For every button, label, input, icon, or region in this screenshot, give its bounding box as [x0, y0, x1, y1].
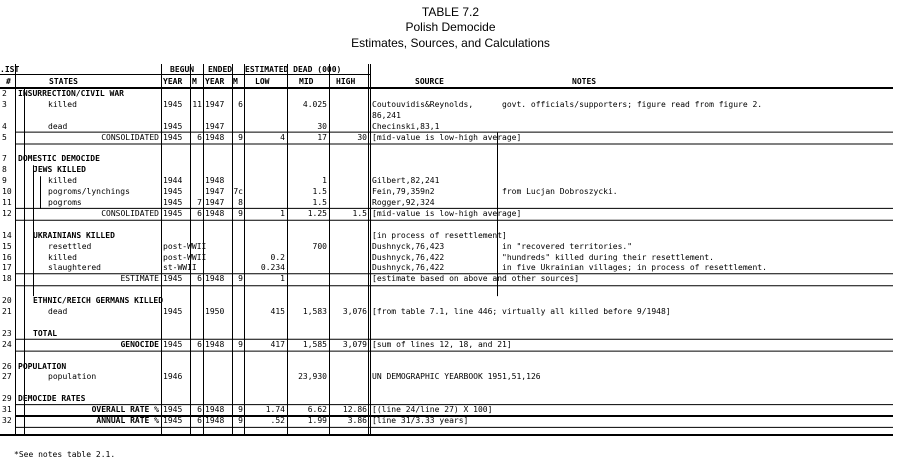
cell-states: DEMOCIDE RATES	[18, 394, 86, 404]
cell-bm: 7	[197, 198, 202, 207]
cell-bm: 6	[197, 339, 202, 349]
cell-src: 86,241	[372, 110, 401, 120]
cell-by: 1945	[163, 99, 183, 109]
cell-states: population	[48, 372, 97, 382]
header-source: SOURCE	[415, 77, 444, 86]
cell-n: 14	[2, 230, 12, 240]
cell-ey: 1947	[205, 121, 225, 131]
cell-states: killed	[48, 252, 77, 262]
table-number: TABLE 7.2	[421, 5, 480, 19]
cell-n: 10	[2, 187, 12, 197]
cell-n: 23	[2, 328, 12, 338]
cell-states: OVERALL RATE %	[91, 405, 159, 415]
cell-em: 9	[238, 208, 243, 218]
cell-n: 11	[2, 198, 12, 207]
cell-ey: 1948	[205, 132, 225, 142]
cell-bm: 11	[192, 99, 202, 109]
cell-states: pogroms	[48, 198, 82, 207]
cell-states: UKRAINIANS KILLED	[33, 230, 115, 240]
cell-low: 415	[270, 307, 285, 316]
cell-mid: 1,585	[302, 339, 327, 349]
cell-states: POPULATION	[18, 361, 67, 371]
header-notes: NOTES	[572, 77, 597, 86]
cell-n: 26	[2, 361, 12, 371]
cell-by: st-WWII	[163, 263, 197, 273]
cell-states: resettled	[48, 241, 92, 251]
header-high: HIGH	[336, 77, 356, 86]
cell-ey: 1948	[205, 274, 225, 284]
cell-notes: govt. officials/supporters; figure read from figure 2.	[502, 99, 763, 109]
cell-notes: in five Ukrainian villages; in process of resettlement.	[502, 263, 767, 273]
cell-bm: 6	[197, 132, 202, 142]
cell-mid: 30	[317, 121, 327, 131]
cell-em: 7c	[233, 187, 243, 197]
cell-n: 8	[2, 165, 7, 175]
header-ended-month: M	[233, 77, 238, 86]
cell-n: 15	[2, 241, 12, 251]
cell-n: 27	[2, 372, 12, 382]
cell-em: 9	[238, 416, 243, 425]
cell-src: [line 31/3.33 years]	[372, 416, 469, 425]
cell-states: ETHNIC/REICH GERMANS KILLED	[33, 296, 164, 306]
cell-states: dead	[48, 307, 68, 316]
header-num: #	[6, 77, 11, 86]
cell-mid: 23,930	[298, 372, 327, 382]
cell-by: 1945	[163, 187, 183, 197]
democide-table	[0, 64, 901, 439]
cell-states: DOMESTIC DEMOCIDE	[18, 154, 100, 164]
cell-em: 9	[238, 132, 243, 142]
cell-by: 1945	[163, 198, 183, 207]
cell-states: JEWS KILLED	[33, 165, 86, 175]
cell-bm: 6	[197, 274, 202, 284]
cell-states: CONSOLIDATED	[101, 208, 159, 218]
cell-em: 9	[238, 339, 243, 349]
header-estimated: ESTIMATED DEAD (000)	[245, 65, 342, 74]
cell-high: 12.86	[342, 405, 367, 415]
cell-states: TOTAL	[33, 328, 58, 338]
cell-src: [mid-value is low-high average]	[372, 208, 522, 218]
cell-states: killed	[48, 99, 77, 109]
cell-mid: 700	[312, 241, 327, 251]
cell-mid: 1.99	[307, 416, 327, 425]
header-begun-year: YEAR	[163, 77, 183, 86]
header-list: .IST	[0, 65, 20, 74]
cell-em: 8	[238, 198, 243, 207]
cell-src: [from table 7.1, line 446; virtually all killed before 9/1948]	[372, 307, 671, 316]
cell-ey: 1948	[205, 176, 225, 186]
cell-n: 29	[2, 394, 12, 404]
cell-em: 9	[238, 405, 243, 415]
cell-low: 0.234	[260, 263, 285, 273]
cell-n: 16	[2, 252, 12, 262]
cell-by: 1946	[163, 372, 183, 382]
cell-low: 1.74	[265, 405, 285, 415]
cell-n: 7	[2, 154, 7, 164]
cell-by: 1944	[163, 176, 183, 186]
cell-src: Rogger,92,324	[372, 198, 435, 207]
cell-n: 3	[2, 99, 7, 109]
cell-mid: 6.62	[307, 405, 327, 415]
cell-src: Checinski,83,1	[372, 121, 440, 131]
cell-ey: 1950	[205, 307, 225, 316]
cell-n: 9	[2, 176, 7, 186]
cell-em: 6	[238, 99, 243, 109]
cell-ey: 1948	[205, 339, 225, 349]
cell-n: 31	[2, 405, 12, 415]
cell-ey: 1948	[205, 416, 225, 425]
cell-bm: 6	[197, 405, 202, 415]
cell-n: 32	[2, 416, 12, 425]
cell-low: 1	[280, 274, 285, 284]
footnote: *See notes table 2.1.	[14, 450, 116, 459]
cell-n: 5	[2, 132, 7, 142]
cell-n: 2	[2, 89, 7, 98]
cell-by: 1945	[163, 121, 183, 131]
cell-n: 4	[2, 121, 7, 131]
cell-n: 20	[2, 296, 12, 306]
cell-states: ANNUAL RATE %	[96, 416, 159, 425]
cell-low: 417	[270, 339, 285, 349]
header-begun: BEGUN	[170, 65, 195, 74]
cell-mid: 4.025	[302, 99, 327, 109]
cell-mid: 1.25	[307, 208, 327, 218]
cell-em: 9	[238, 274, 243, 284]
table-subtitle: Estimates, Sources, and Calculations	[351, 36, 550, 50]
header-low: LOW	[255, 77, 270, 86]
cell-n: 18	[2, 274, 12, 284]
cell-high: 3.86	[347, 416, 367, 425]
cell-high: 3,079	[342, 339, 367, 349]
cell-by: 1945	[163, 307, 183, 316]
cell-states: GENOCIDE	[120, 339, 159, 349]
cell-n: 24	[2, 339, 12, 349]
cell-by: 1945	[163, 274, 183, 284]
cell-low: 1	[280, 208, 285, 218]
cell-mid: 1,583	[302, 307, 327, 316]
cell-mid: 1.5	[312, 187, 327, 197]
cell-src: Fein,79,359n2	[372, 187, 435, 197]
cell-src: UN DEMOGRAPHIC YEARBOOK 1951,51,126	[372, 372, 541, 382]
cell-low: 0.2	[270, 252, 285, 262]
cell-n: 12	[2, 208, 12, 218]
cell-states: dead	[48, 121, 68, 131]
cell-states: CONSOLIDATED	[101, 132, 159, 142]
cell-mid: 1.5	[312, 198, 327, 207]
cell-ey: 1948	[205, 208, 225, 218]
cell-by: post-WWII	[163, 241, 207, 251]
cell-src: Gilbert,82,241	[372, 176, 440, 186]
cell-states: killed	[48, 176, 77, 186]
cell-notes: in "recovered territories."	[502, 241, 633, 251]
header-states: STATES	[49, 77, 78, 86]
header-mid: MID	[299, 77, 314, 86]
cell-states: ESTIMATE	[120, 274, 159, 284]
cell-by: 1945	[163, 208, 183, 218]
cell-src: [estimate based on above and other sources]	[372, 274, 580, 284]
cell-ey: 1948	[205, 405, 225, 415]
cell-mid: 1	[322, 176, 327, 186]
cell-src: Dushnyck,76,422	[372, 252, 445, 262]
cell-states: INSURRECTION/CIVIL WAR	[18, 89, 124, 98]
cell-src: [in process of resettlement]	[372, 230, 507, 240]
cell-high: 30	[357, 132, 367, 142]
cell-src: [(line 24/line 27) X 100]	[372, 405, 493, 415]
table-title: Polish Democide	[405, 20, 496, 34]
cell-high: 3,076	[342, 307, 367, 316]
cell-src: [mid-value is low-high average]	[372, 132, 522, 142]
cell-src: [sum of lines 12, 18, and 21]	[372, 339, 512, 349]
cell-by: 1945	[163, 416, 183, 425]
cell-mid: 17	[317, 132, 327, 142]
cell-bm: 6	[197, 208, 202, 218]
cell-by: 1945	[163, 405, 183, 415]
cell-n: 17	[2, 263, 12, 273]
cell-by: 1945	[163, 339, 183, 349]
cell-high: 1.5	[352, 208, 367, 218]
cell-ey: 1947	[205, 99, 225, 109]
cell-low: 4	[280, 132, 285, 142]
cell-low: .52	[270, 416, 285, 425]
cell-ey: 1947	[205, 187, 225, 197]
cell-states: slaughtered	[48, 263, 101, 273]
header-ended: ENDED	[208, 65, 233, 74]
cell-bm: 6	[197, 416, 202, 425]
cell-by: post-WWII	[163, 252, 207, 262]
cell-src: Coutouvidis&Reynolds,	[372, 99, 474, 109]
cell-notes: "hundreds" killed during their resettlement.	[502, 252, 714, 262]
cell-states: pogroms/lynchings	[48, 187, 130, 197]
cell-n: 21	[2, 307, 12, 316]
cell-ey: 1947	[205, 198, 225, 207]
cell-src: Dushnyck,76,422	[372, 263, 445, 273]
cell-src: Dushnyck,76,423	[372, 241, 445, 251]
header-ended-year: YEAR	[205, 77, 225, 86]
cell-by: 1945	[163, 132, 183, 142]
cell-notes: from Lucjan Dobroszycki.	[502, 187, 618, 197]
header-begun-month: M	[192, 77, 197, 86]
